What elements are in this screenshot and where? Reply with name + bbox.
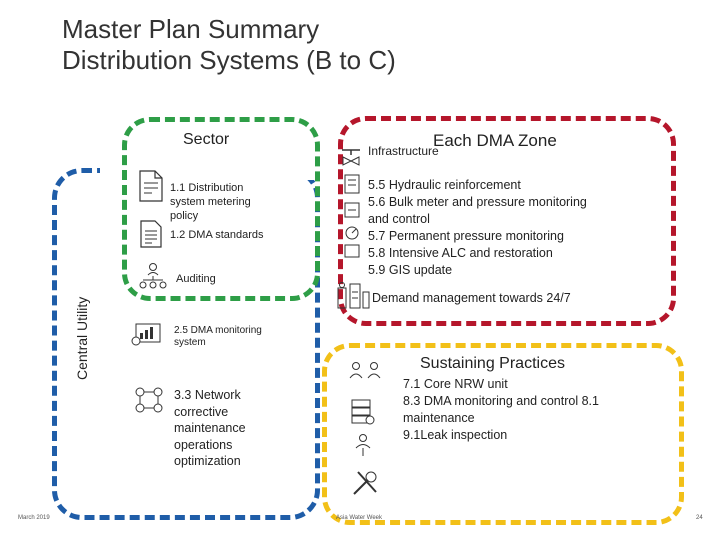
server-icon — [350, 398, 376, 426]
infra-item-5-8: 5.8 Intensive ALC and restoration — [368, 246, 553, 260]
monitoring-screen-icon — [130, 322, 162, 348]
org-chart-icon — [138, 262, 168, 290]
sector-item-metering: 1.1 Distribution system metering policy — [170, 182, 251, 222]
title-line-2: Distribution Systems (B to C) — [62, 45, 396, 75]
each-dma-zone-label: Each DMA Zone — [433, 131, 557, 150]
checklist-icon — [140, 220, 162, 248]
infra-item-5-6-cont: and control — [368, 212, 430, 226]
infrastructure-icons — [342, 173, 364, 261]
infra-item-5-5: 5.5 Hydraulic reinforcement — [368, 178, 521, 192]
sustaining-list — [403, 376, 599, 444]
auditing-label: Auditing — [176, 273, 216, 285]
demand-management-icon — [336, 282, 370, 312]
sustaining-item-7-1: 7.1 Core NRW unit — [403, 377, 508, 391]
sustaining-item-9-1: 9.1Leak inspection — [403, 428, 508, 442]
valve-icon — [340, 147, 362, 169]
network-maintenance-icon — [132, 386, 166, 416]
tools-icon — [350, 468, 380, 498]
document-icon — [138, 170, 164, 202]
infrastructure-label: Infrastructure — [368, 144, 439, 158]
footer-date: March 2019 — [18, 515, 50, 521]
infra-item-5-6: 5.6 Bulk meter and pressure monitoring — [368, 195, 587, 209]
page-title — [62, 14, 396, 76]
infrastructure-list — [368, 177, 587, 279]
central-utility-label: Central Utility — [74, 296, 90, 380]
dma-monitoring-system: 2.5 DMA monitoring system — [174, 325, 262, 348]
footer-center: Asia Water Week — [336, 515, 383, 521]
sector-item-dma-standards: 1.2 DMA standards — [170, 229, 264, 241]
demand-management-text: Demand management towards 24/7 — [372, 291, 571, 305]
infra-item-5-9: 5.9 GIS update — [368, 263, 453, 277]
sector-label: Sector — [183, 131, 230, 148]
team-icon — [348, 360, 382, 388]
network-maintenance-text: 3.3 Network corrective maintenance operations optimization — [174, 388, 246, 468]
sustaining-item-8-1-cont: maintenance — [403, 411, 475, 425]
infra-item-5-7: 5.7 Permanent pressure monitoring — [368, 229, 564, 243]
inspection-icon — [350, 432, 376, 458]
title-line-1: Master Plan Summary — [62, 14, 320, 44]
sustaining-practices-label: Sustaining Practices — [420, 355, 565, 372]
sustaining-item-8-3: 8.3 DMA monitoring and control 8.1 — [403, 394, 599, 408]
page-number: 24 — [696, 515, 703, 521]
